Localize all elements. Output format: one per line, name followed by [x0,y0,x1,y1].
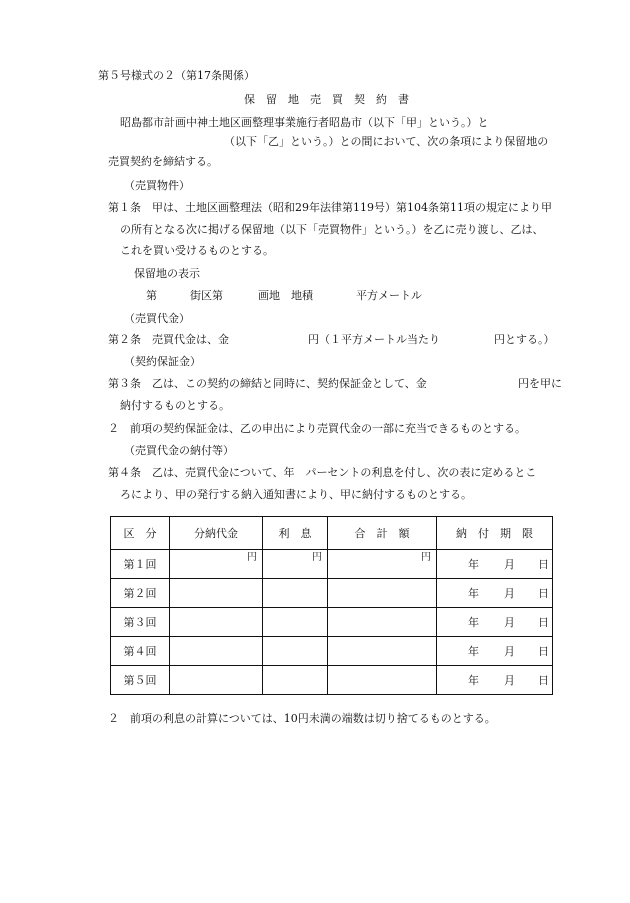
cell-installment-amount [170,550,263,579]
row-label: 第１回 [111,550,170,579]
yen-unit: 円 [247,552,257,563]
due-year-label: 年 [468,616,479,629]
cell-due-date [437,608,553,637]
payment-schedule-table [110,516,553,695]
land-lot-label: 街区第 [190,289,223,302]
cell-interest [263,637,328,666]
article-2-price: 第２条 売買代金は、金 [108,333,229,346]
cell-total [328,666,437,695]
yen-unit: 円 [421,552,431,563]
due-day-label: 日 [538,674,549,687]
cell-due-date [437,550,553,579]
row-label: 第２回 [111,579,170,608]
due-year-label: 年 [468,645,479,658]
due-month-label: 月 [504,558,515,571]
article-1-caption: （売買物件） [124,179,190,192]
article-4-line-2: ろにより、甲の発行する納入通知書により、甲に納付するものとする。 [120,488,472,501]
article-3-caption: （契約保証金） [124,355,201,368]
cell-installment-amount [170,637,263,666]
header-installment-amount: 分納代金 [170,517,263,550]
cell-interest [263,579,328,608]
due-day-label: 日 [538,587,549,600]
cell-interest [263,608,328,637]
cell-interest [263,666,328,695]
article-4-caption: （売買代金の納付等） [124,444,234,457]
article-4-line-1: 第４条 乙は、売買代金について、年 パーセントの利息を付し、次の表に定めるとこ [108,466,537,479]
cell-installment-amount [170,666,263,695]
article-2-end: 円とする。） [494,333,555,346]
land-display-heading: 保留地の表示 [134,267,200,280]
article-1-line-2: の所有となる次に掲げる保留地（以下「売買物件」という。）を乙に売り渡し、乙は、 [120,223,544,236]
due-month-label: 月 [504,587,515,600]
due-month-label: 月 [504,645,515,658]
cell-due-date [437,579,553,608]
table-row [111,550,553,579]
due-year-label: 年 [468,587,479,600]
cell-total [328,608,437,637]
cell-total [328,637,437,666]
header-interest: 利 息 [263,517,328,550]
row-label: 第３回 [111,608,170,637]
article-3-line-2: 納付するものとする。 [120,399,230,412]
due-month-label: 月 [504,616,515,629]
article-3-para-2: ２ 前項の契約保証金は、乙の申出により売買代金の一部に充当できるものとする。 [108,422,526,435]
document-title: 保 留 地 売 買 契 約 書 [244,93,409,106]
due-day-label: 日 [538,645,549,658]
article-4-para-2: ２ 前項の利息の計算については、10円未満の端数は切り捨てるものとする。 [108,712,496,725]
article-1-line-1: 第１条 甲は、土地区画整理法（昭和29年法律第119号）第104条第11項の規定により甲 [108,201,552,214]
row-label: 第５回 [111,666,170,695]
row-label: 第４回 [111,637,170,666]
article-2-unit-price: 円（１平方メートル当たり [308,333,440,346]
article-3-line-1: 第３条 乙は、この契約の締結と同時に、契約保証金として、金 [108,377,427,390]
article-1-line-3: これを買い受けるものとする。 [120,244,274,257]
header-division: 区 分 [111,517,170,550]
due-day-label: 日 [538,616,549,629]
table-row [111,666,553,695]
intro-line-1: 昭島都市計画中神土地区画整理事業施行者昭島市（以下「甲」という。）と [120,116,489,129]
land-block-label: 第 [146,289,157,302]
cell-installment-amount [170,608,263,637]
table-row [111,608,553,637]
due-month-label: 月 [504,674,515,687]
land-area-unit: 平方メートル [356,289,422,302]
due-day-label: 日 [538,558,549,571]
article-3-line-1-end: 円を甲に [518,377,562,390]
article-2-caption: （売買代金） [124,312,190,325]
due-year-label: 年 [468,558,479,571]
table-row [111,637,553,666]
form-id: 第５号様式の２（第17条関係） [98,69,255,82]
cell-total [328,579,437,608]
header-total: 合 計 額 [328,517,437,550]
cell-total [328,550,437,579]
land-area-label: 画地 地積 [258,289,313,302]
cell-installment-amount [170,579,263,608]
header-due-date: 納 付 期 限 [437,517,553,550]
table-header-row [111,517,553,550]
cell-due-date [437,666,553,695]
intro-line-2: （以下「乙」という。）との間において、次の条項により保留地の [224,135,549,148]
cell-interest [263,550,328,579]
due-year-label: 年 [468,674,479,687]
cell-due-date [437,637,553,666]
yen-unit: 円 [312,552,322,563]
table-row [111,579,553,608]
intro-line-3: 売買契約を締結する。 [108,155,218,168]
